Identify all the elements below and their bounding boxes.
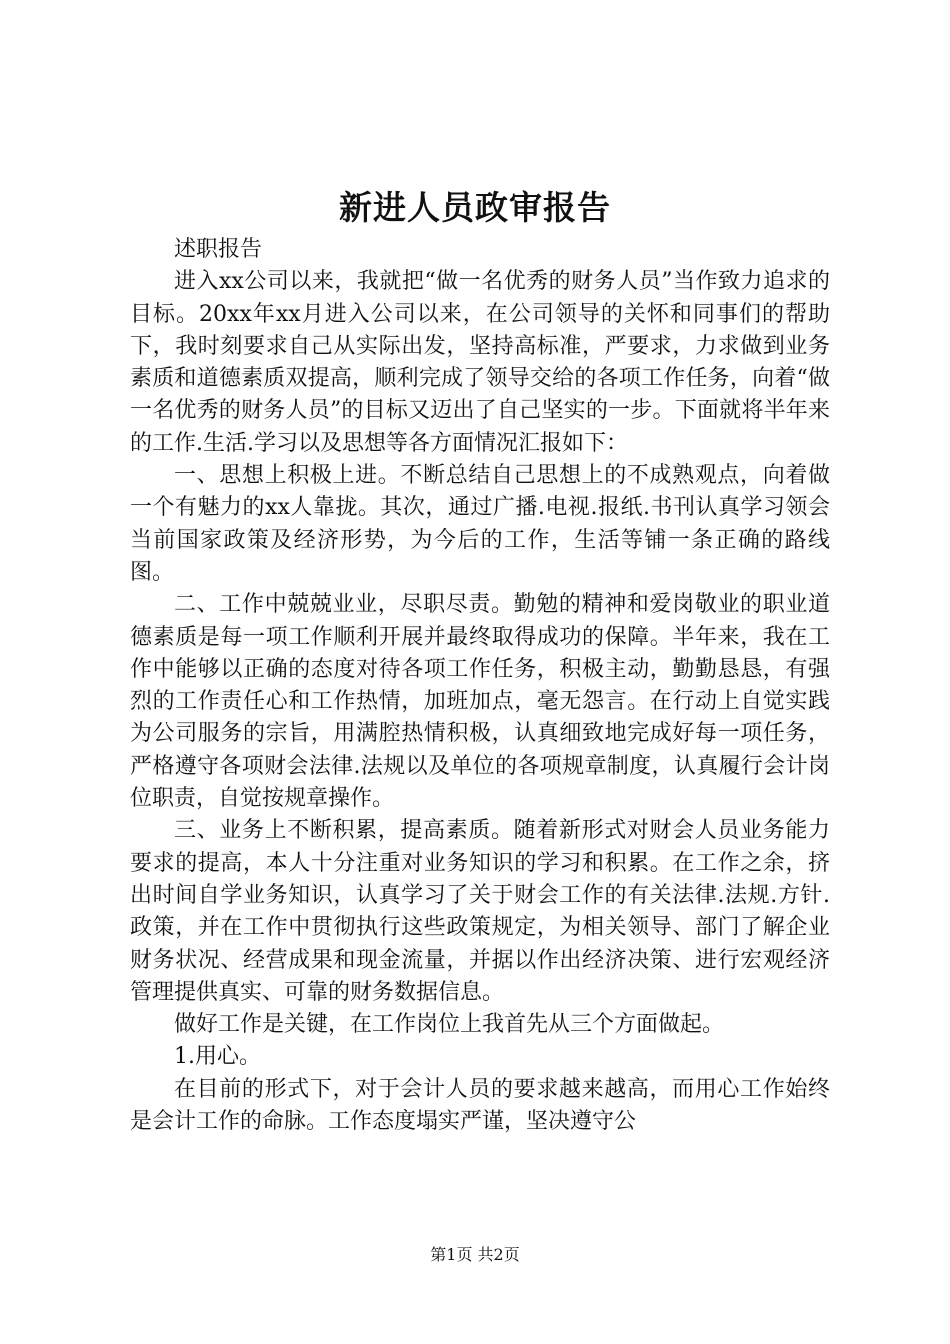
paragraph-item-1: 1.用心。 bbox=[174, 1044, 261, 1070]
document-title: 新进人员政审报告 bbox=[339, 188, 611, 227]
paragraph-section-1: 一、思想上积极上进。不断总结自己思想上的不成熟观点，向着做一个有魅力的xx人靠拢。其次，通过广播.电视.报纸.书刊认真学习领会当前国家政策及经济形势，为今后的工作，生活等铺一条正确的路线图。 bbox=[130, 463, 830, 585]
paragraph-section-3: 三、业务上不断积累，提高素质。随着新形式对财会人员业务能力要求的提高，本人十分注重对业务知识的学习和积累。在工作之余，挤出时间自学业务知识，认真学习了关于财会工作的有关法律.法规.方针.政策，并在工作中贯彻执行这些政策规定，为相关领导、部门了解企业财务状况、经营成果和现金流量，并据以作出经济决策、进行宏观经济管理提供真实、可靠的财务数据信息。 bbox=[130, 818, 830, 1005]
paragraph-key-work: 做好工作是关键，在工作岗位上我首先从三个方面做起。 bbox=[174, 1012, 725, 1038]
document-body bbox=[130, 234, 830, 1138]
paragraph-heading: 述职报告 bbox=[174, 237, 263, 262]
paragraph-section-2: 二、工作中兢兢业业，尽职尽责。勤勉的精神和爱岗敬业的职业道德素质是每一项工作顺利开展并最终取得成功的保障。半年来，我在工作中能够以正确的态度对待各项工作任务，积极主动，勤勤恳恳，有强烈的工作责任心和工作热情，加班加点，毫无怨言。在行动上自觉实践为公司服务的宗旨，用满腔热情积极，认真细致地完成好每一项任务，严格遵守各项财会法律.法规以及单位的各项规章制度，认真履行会计岗位职责，自觉按规章操作。 bbox=[130, 592, 830, 812]
paragraph-intro: 进入xx公司以来，我就把“做一名优秀的财务人员”当作致力追求的目标。20xx年xx月进入公司以来，在公司领导的关怀和同事们的帮助下，我时刻要求自己从实际出发，坚持高标准，严要求，力求做到业务素质和道德素质双提高，顺利完成了领导交给的各项工作任务，向着“做一名优秀的财务人员”的目标又迈出了自己坚实的一步。下面就将半年来的工作.生活.学习以及思想等各方面情况汇报如下： bbox=[130, 269, 830, 456]
page-footer: 第1页 共2页 bbox=[430, 1245, 520, 1264]
paragraph-item-1-body: 在目前的形式下，对于会计人员的要求越来越高，而用心工作始终是会计工作的命脉。工作态度塌实严谨，坚决遵守公 bbox=[130, 1076, 830, 1135]
